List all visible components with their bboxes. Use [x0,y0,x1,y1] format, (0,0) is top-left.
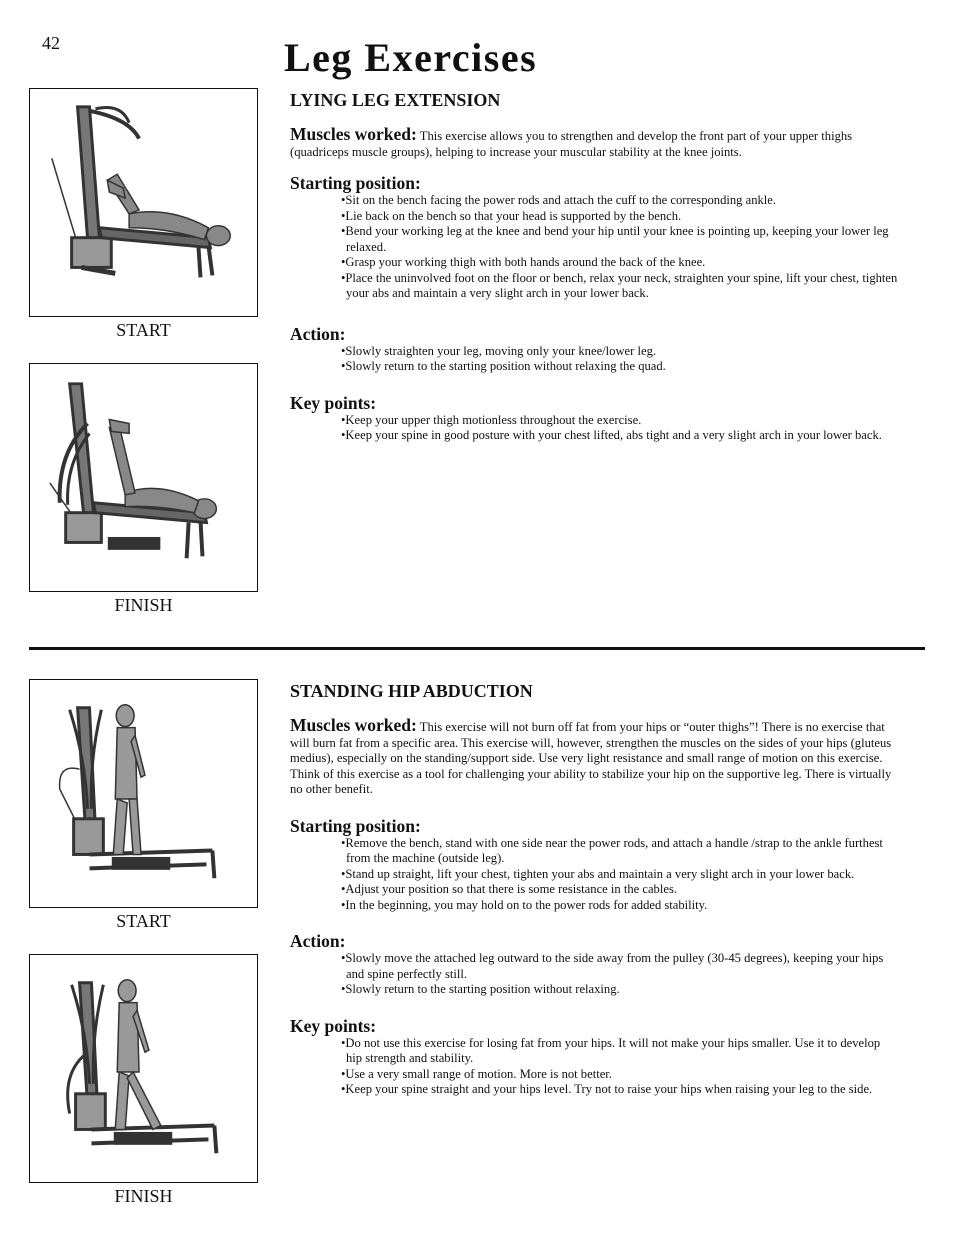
list-item: • Bend your working leg at the knee and bend your hip until your knee is pointing up, keeping your lower leg relaxed. [338,224,898,255]
action-heading: Action: [290,931,346,951]
lying-leg-extension-finish-photo [29,363,258,592]
list-item: • Keep your spine in good posture with your chest lifted, abs tight and a very slight arch in your lower back. [338,428,898,444]
page-number: 42 [42,33,60,53]
key-points-list [290,1036,898,1098]
finish-caption: FINISH [114,1186,173,1206]
key-points-heading: Key points: [290,392,377,413]
start-caption: START [116,911,171,931]
lying-leg-extension-start-photo [29,88,258,317]
page-title: Leg Exercises [284,35,538,80]
action-heading: Action: [290,323,346,344]
list-item: • Use a very small range of motion. More is not better. [338,1067,898,1083]
list-item: • Place the uninvolved foot on the floor or bench, relax your neck, straighten your spine, lift your chest, tighten your abs and maintain a very slight arch in your lower back. [338,271,898,302]
starting-position-list [290,836,898,914]
gym-machine-illustration [30,955,257,1182]
exercise-section-standing-hip-abduction [0,679,954,1219]
starting-position-list [290,193,898,302]
exercise-text [290,679,898,1098]
action-list [290,344,898,375]
gym-machine-illustration [30,680,257,907]
list-item: • Keep your upper thigh motionless throughout the exercise. [338,413,898,429]
section-divider [29,647,925,650]
exercise-title: LYING LEG EXTENSION [290,90,501,110]
standing-hip-abduction-finish-photo [29,954,258,1183]
key-points-list [290,413,898,444]
list-item: • Slowly move the attached leg outward to the side away from the pulley (30-45 degrees), keeping your hips and spine perfectly still. [338,951,898,982]
list-item: • Slowly return to the starting position without relaxing the quad. [338,359,898,375]
list-item: • Sit on the bench facing the power rods and attach the cuff to the corresponding ankle. [338,193,898,209]
action-list [290,951,898,998]
muscles-worked [290,715,898,798]
list-item: • Do not use this exercise for losing fat from your hips. It will not make your hips smaller. Use it to develop hip strength and stability. [338,1036,898,1067]
list-item: • In the beginning, you may hold on to the power rods for added stability. [338,898,898,914]
muscles-worked-label: Muscles worked: [290,715,417,735]
list-item: • Slowly return to the starting position without relaxing. [338,982,898,998]
list-item: • Slowly straighten your leg, moving only your knee/lower leg. [338,344,898,360]
list-item: • Remove the bench, stand with one side near the power rods, and attach a handle /strap to the ankle furthest from the machine (outside leg). [338,836,898,867]
gym-machine-illustration [30,364,257,591]
list-item: • Keep your spine straight and your hips level. Try not to raise your hips when raising your leg to the side. [338,1082,898,1098]
start-caption: START [116,320,171,340]
muscles-worked [290,124,898,160]
finish-caption: FINISH [114,595,173,615]
starting-position-heading: Starting position: [290,173,421,193]
starting-position-heading: Starting position: [290,815,421,836]
muscles-worked-label: Muscles worked: [290,124,417,144]
exercise-text [290,88,898,444]
list-item: • Grasp your working thigh with both hands around the back of the knee. [338,255,898,271]
exercise-title: STANDING HIP ABDUCTION [290,681,533,701]
list-item: • Stand up straight, lift your chest, tighten your abs and maintain a very slight arch in your lower back. [338,867,898,883]
list-item: • Adjust your position so that there is some resistance in the cables. [338,882,898,898]
list-item: • Lie back on the bench so that your head is supported by the bench. [338,209,898,225]
gym-machine-illustration [30,89,257,316]
muscles-worked-text: This exercise allows you to strengthen and develop the front part of your upper thighs (quadriceps muscle groups), helping to increase your muscular stability at the knee joints. [290,129,853,159]
exercise-section-lying-leg-extension [0,88,954,628]
key-points-heading: Key points: [290,1015,377,1036]
muscles-worked-text: This exercise will not burn off fat from your hips or “outer thighs”! There is no exercise that will burn fat from a specific area. This exercise will, however, strengthen the muscles on the sides of your hips (gluteus medius), especially on the standing/support side. Use very light resistance and small range of motion on this exercise. Think of this exercise as a tool for challenging your ability to stabilize your hip on the supportive leg. There is virtually no other benefit. [290,720,892,796]
standing-hip-abduction-start-photo [29,679,258,908]
